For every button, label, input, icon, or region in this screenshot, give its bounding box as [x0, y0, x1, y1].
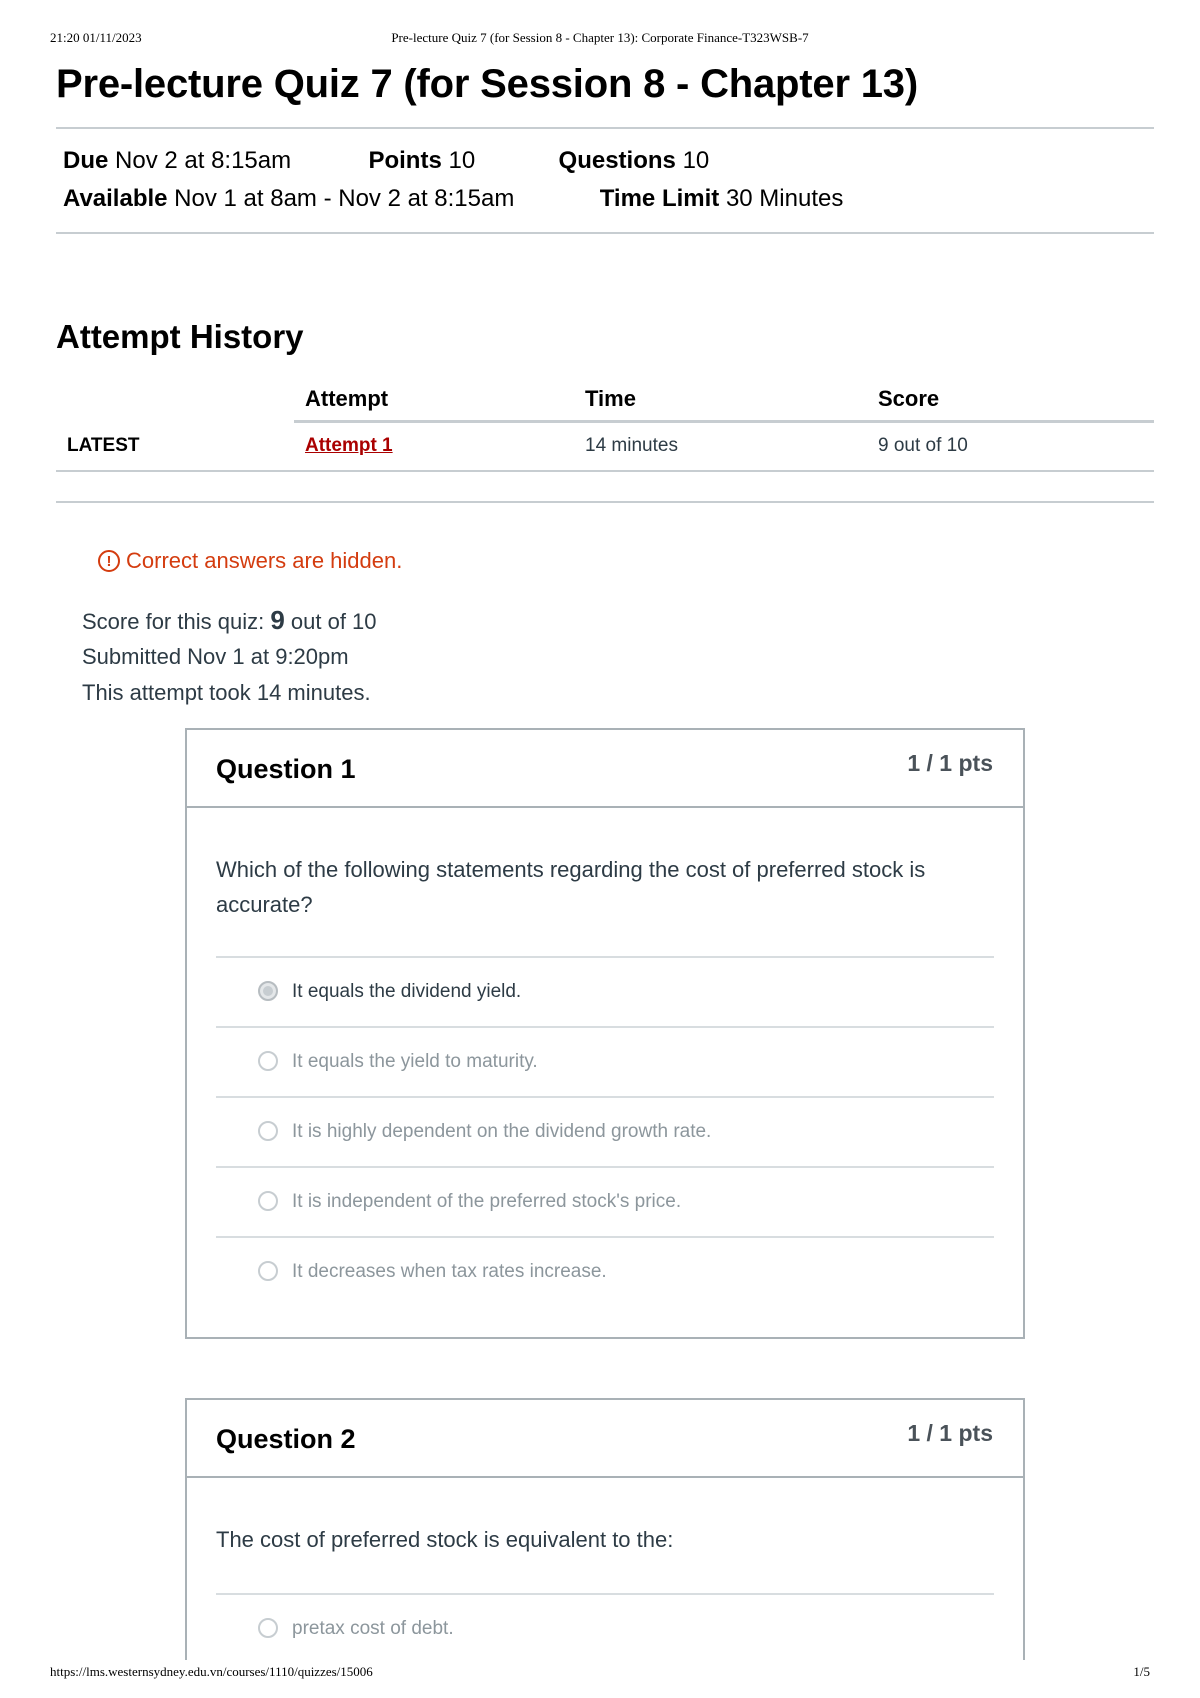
question-text: Which of the following statements regarding the cost of preferred stock is accurate? — [216, 857, 926, 917]
print-title: Pre-lecture Quiz 7 (for Session 8 - Chapter 13): Corporate Finance-T323WSB-7 — [391, 30, 809, 45]
available-value: Nov 1 at 8am - Nov 2 at 8:15am — [174, 185, 515, 212]
answer-label: It is highly dependent on the dividend growth rate. — [292, 1121, 712, 1142]
question-2-card — [185, 1398, 1025, 1660]
print-page-number: 1/5 — [1133, 1664, 1150, 1679]
attempt-history-title: Attempt History — [56, 318, 304, 355]
available-label: Available — [63, 185, 168, 212]
answer-list — [216, 1593, 994, 1663]
table-header — [56, 382, 1154, 422]
radio-icon[interactable] — [258, 1051, 278, 1071]
question-text: The cost of preferred stock is equivalent to the: — [216, 1527, 674, 1552]
answer-option[interactable] — [216, 956, 994, 1026]
page-title: Pre-lecture Quiz 7 (for Session 8 - Chapter 13) — [56, 62, 918, 106]
divider — [56, 501, 1154, 503]
submitted-time: Submitted Nov 1 at 9:20pm — [82, 644, 349, 669]
points-label: Points — [368, 147, 442, 174]
radio-selected-icon[interactable] — [258, 981, 278, 1001]
due-value: Nov 2 at 8:15am — [115, 147, 292, 174]
column-header-score: Score — [878, 386, 940, 411]
radio-icon[interactable] — [258, 1121, 278, 1141]
question-points: 1 / 1 pts — [907, 1420, 993, 1446]
answer-label: pretax cost of debt. — [292, 1618, 454, 1639]
correct-answers-hidden-alert — [98, 548, 402, 574]
answer-option[interactable] — [216, 1166, 994, 1236]
attempt-1-link[interactable]: Attempt 1 — [305, 435, 393, 456]
print-footer — [50, 1664, 1150, 1680]
attempt-history-table — [56, 382, 1154, 472]
question-header — [187, 1400, 1023, 1478]
points-value: 10 — [448, 147, 476, 174]
score-prefix: Score for this quiz: — [82, 609, 265, 634]
divider — [56, 127, 1154, 129]
questions-label: Questions — [558, 147, 676, 174]
column-header-time: Time — [585, 386, 636, 411]
answer-option[interactable] — [216, 1026, 994, 1096]
answer-label: It is independent of the preferred stock's price. — [292, 1191, 682, 1212]
time-limit-value: 30 Minutes — [725, 185, 844, 212]
answer-list — [216, 956, 994, 1306]
due-label: Due — [63, 147, 109, 174]
question-1-card — [185, 728, 1025, 1339]
time-limit-label: Time Limit — [599, 185, 720, 212]
print-header — [50, 30, 1150, 46]
question-points: 1 / 1 pts — [907, 750, 993, 776]
attempt-time: 14 minutes — [585, 435, 678, 456]
table-row — [56, 422, 1154, 472]
divider — [56, 232, 1154, 234]
quiz-score-summary — [82, 605, 377, 636]
score-value: 9 — [270, 605, 285, 635]
answer-label: It decreases when tax rates increase. — [292, 1261, 607, 1282]
answer-option[interactable] — [216, 1096, 994, 1166]
question-header — [187, 730, 1023, 808]
exclamation-icon: ! — [98, 550, 120, 572]
print-url: https://lms.westernsydney.edu.vn/courses/1110/quizzes/15006 — [50, 1664, 373, 1679]
radio-icon[interactable] — [258, 1261, 278, 1281]
answer-label: It equals the yield to maturity. — [292, 1051, 538, 1072]
attempt-duration: This attempt took 14 minutes. — [82, 680, 371, 705]
score-suffix: out of 10 — [290, 609, 377, 634]
alert-text: Correct answers are hidden. — [126, 548, 403, 573]
print-datetime: 21:20 01/11/2023 — [50, 30, 142, 45]
questions-value: 10 — [682, 147, 710, 174]
quiz-meta-row-2 — [63, 185, 843, 213]
column-header-attempt: Attempt — [305, 386, 389, 411]
answer-option[interactable] — [216, 1593, 994, 1663]
attempt-score: 9 out of 10 — [878, 435, 968, 456]
latest-label: LATEST — [67, 435, 140, 456]
quiz-meta-row-1 — [63, 147, 709, 175]
question-title: Question 1 — [216, 754, 356, 784]
question-title: Question 2 — [216, 1424, 356, 1454]
answer-label: It equals the dividend yield. — [292, 981, 522, 1002]
answer-option[interactable] — [216, 1236, 994, 1306]
radio-icon[interactable] — [258, 1191, 278, 1211]
radio-icon[interactable] — [258, 1618, 278, 1638]
